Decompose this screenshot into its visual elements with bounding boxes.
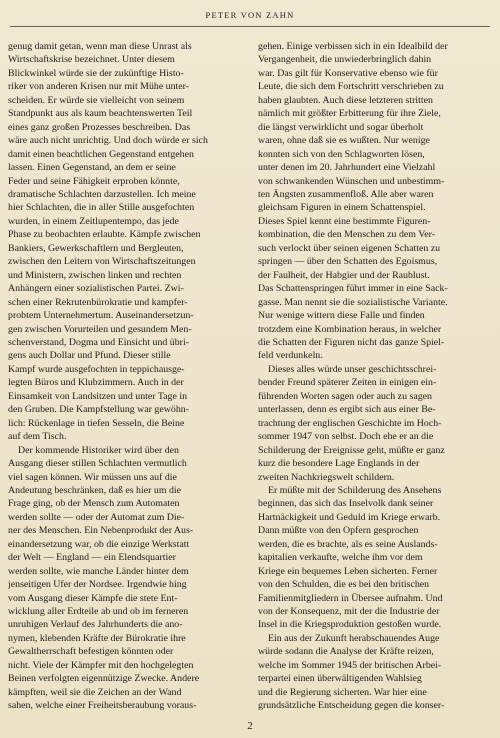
text-line: Das Schattenspringen führt immer in eine Sack- <box>258 283 448 295</box>
text-line: zwischen den Leitern von Wirtschaftszeitungen <box>8 256 196 268</box>
text-line: der Faulheit, der Habgier und der Raublust. <box>258 269 430 281</box>
text-line: von der Konsequenz, mit der die Industrie der <box>258 606 440 618</box>
text-line: hier Schlachten, die in aller Stille ausgefochten <box>8 202 195 214</box>
text-line: von den Schulden, die es bei den britischen <box>258 579 430 591</box>
text-line: gehen. Einige verbissen sich in ein Idealbild der <box>258 41 448 52</box>
text-line: gleichsam Figuren in einem Schattenspiel. <box>258 202 426 214</box>
text-line: Familienmitgliedern in Übersee aufnahm. Und <box>258 592 443 604</box>
text-line: schenverstand, Dogma und Einsicht und übri- <box>8 336 190 348</box>
text-line: Standpunkt aus als kaum beachtenswerten Teil <box>8 108 193 120</box>
text-line: werden sollte — oder der Automat zum Die- <box>8 511 185 523</box>
text-line: Beinen verfolgten eigennützige Zwecke. Andere <box>8 673 200 685</box>
text-line: scheiden. Er würde sie vielleicht von seinem <box>8 94 185 106</box>
text-line: waren, ohne daß sie es wußten. Nur wenige <box>258 135 430 147</box>
text-line: kurz die besondere Lage Englands in der <box>258 458 420 470</box>
text-line: sahen, welche einer Freiheitsberaubung voraus- <box>8 700 197 712</box>
text-line: genug damit getan, wenn man diese Unrast als <box>8 41 192 52</box>
text-line: Dieses alles würde unser geschichtsschrei- <box>268 363 437 375</box>
text-line: haben glaubten. Auch diese letzteren stritten <box>258 94 433 106</box>
text-line: eines ganz großen Prozesses beschreiben. Das <box>8 121 191 133</box>
text-line: würde sodann die Analyse der Kräfte reizen, <box>258 646 434 658</box>
text-line: Anhängern einer sozialistischen Partei. Zwi- <box>8 283 184 295</box>
text-line: ner des Menschen. Ein Nebenprodukt der Aus- <box>8 525 194 537</box>
text-line: Dann müßte von den Opfern gesprochen <box>258 525 419 537</box>
text-line: kapitalien verkaufte, welche ihm vor dem <box>258 552 423 564</box>
text-line: Hartnäckigkeit und Geduld im Kriege erwarb. <box>258 511 441 523</box>
text-line: und Ministern, zwischen linken und rechten <box>8 269 182 281</box>
text-line: der Welt — England — ein Elendsquartier <box>8 552 176 564</box>
text-line: werden, die es brachte, als es seine Auslands- <box>258 538 438 550</box>
text-line: und die Regierung sicherten. War hier eine <box>258 686 427 698</box>
text-line: trachtung der englischen Geschichte im Hoch- <box>258 417 442 429</box>
text-line: Insel in die Kriegsproduktion gestoßen wurde. <box>258 619 442 631</box>
text-line: Feder und seine Fähigkeit erproben könnte, <box>8 175 180 187</box>
text-line: sommer 1947 von selbst. Doch ehe er an die <box>258 431 434 443</box>
text-line: lassen. Einen Gegenstand, an dem er seine <box>8 162 176 174</box>
text-line: lich: Rückenlage in tiefen Sesseln, die Beine <box>8 417 185 429</box>
text-line: wicklung aller Erdteile ab und ob im ferneren <box>8 606 189 618</box>
text-line: beginnen, das sich das Inselvolk dank seiner <box>258 498 434 510</box>
text-line: unruhigen Verlauf des Jahrhunderts die ano- <box>8 619 183 631</box>
text-line: nämlich mit größter Erbitterung für ihre Ziele, <box>258 108 441 120</box>
text-line: Gewaltherrschaft befestigen könnten oder <box>8 646 174 658</box>
text-line: dramatische Schlachten darzustellen. Ich meine <box>8 188 196 200</box>
text-line: von schwankenden Wünschen und unbestimm- <box>258 175 445 187</box>
text-line: gen zwischen Vorurteilen und gesundem Men- <box>8 323 192 335</box>
text-line: Dieses Spiel kennt eine bestimmte Figuren- <box>258 215 431 227</box>
text-line: Kampf wurde ausgefochten in teppichausge- <box>8 363 185 375</box>
text-line: Bankiers, Gewerkschaftlern und Bergleuten, <box>8 242 184 254</box>
text-line: viel sagen können. Wir müssen uns auf die <box>8 471 177 483</box>
text-line: war. Das gilt für Konservative ebenso wie für <box>258 67 438 79</box>
text-line: such verlockt über seinen eigenen Schatten zu <box>258 242 441 254</box>
text-line: einandersetzung war, ob die einzige Werkstatt <box>8 538 190 550</box>
text-line: Leute, die sich dem Fortschritt verschrieben zu <box>258 81 444 93</box>
text-line: damit einen beachtlichen Gegenstand entgehen <box>8 148 194 160</box>
text-line: unterlassen, denn es ergibt sich aus einer Be- <box>258 404 436 416</box>
text-line: Nur wenige wittern diese Falle und finden <box>258 310 425 322</box>
text-line: Vergangenheit, die unwiederbringlich dahin <box>258 54 432 66</box>
page-number: 2 <box>247 720 253 732</box>
text-line: kombination, die den Menschen zu dem Ver- <box>258 229 436 241</box>
text-line: schen einer Rekrutenbürokratie und kampfer- <box>8 296 188 308</box>
text-line: feld verdunkeln. <box>258 350 323 362</box>
text-line: gasse. Man nennt sie die sozialistische Variante. <box>258 296 448 308</box>
text-line: Einsamkeit von Landsitzen und unter Tage in <box>8 390 188 402</box>
text-line: legten Büros und Klubzimmern. Auch in der <box>8 377 184 389</box>
text-line: die längst verwirklicht und sogar überholt <box>258 121 424 133</box>
right-text-column <box>258 40 494 720</box>
text-line: gens auch Dollar und Pfund. Dieser stille <box>8 350 171 362</box>
text-line: unter denen im 20. Jahrhundert eine Vielzahl <box>258 162 436 174</box>
text-line: jenseitigen Ufer der Nordsee. Irgendwie hing <box>8 579 187 591</box>
text-line: bender Freund späterer Zeiten in einigen ein- <box>258 377 437 389</box>
text-line: konnten sich von den Schlagworten lösen, <box>258 148 425 160</box>
text-line: probtem Unternehmertum. Auseinandersetzun- <box>8 310 194 322</box>
text-line: terpartei einen überwältigenden Wahlsieg <box>258 673 422 685</box>
left-text-column <box>8 40 244 720</box>
text-line: Frage ging, ob der Mensch zum Automaten <box>8 498 180 510</box>
text-line: Ausgang dieser stillen Schlachten vermutlich <box>8 458 187 470</box>
text-line: Andeutung beschränken, daß es hier um die <box>8 484 182 496</box>
text-line: grundsätzliche Entscheidung gegen die konser- <box>258 700 445 712</box>
running-header: PETER VON ZAHN <box>205 10 295 20</box>
text-line: wurden, in einem Zeitlupentempo, das jede <box>8 215 179 227</box>
text-line: Er müßte mit der Schilderung des Ansehens <box>268 484 442 496</box>
text-line: nymen, klebenden Kräfte der Bürokratie ihre <box>8 632 186 644</box>
text-line: wäre auch nicht unrichtig. Und doch würde er sich <box>8 135 208 147</box>
text-line: Phase zu beobachten erlaubte. Kämpfe zwischen <box>8 229 201 241</box>
text-line: den Gruben. Die Kampfstellung war gewöhn- <box>8 404 189 416</box>
text-line: führenden Worten sagen oder auch zu sagen <box>258 390 432 402</box>
text-line: zweiten Nachkriegswelt schildern. <box>258 471 395 483</box>
text-line: kämpften, weil sie die Zeichen an der Wand <box>8 686 182 698</box>
text-line: Ein aus der Zukunft herabschauendes Auge <box>268 632 440 644</box>
text-line: werden sollte, wie manche Länder hinter dem <box>8 565 189 577</box>
text-line: Wirtschaftskrise bezeichnet. Unter diesem <box>8 54 175 66</box>
text-line: die Schatten der Figuren nicht das ganze Spiel- <box>258 336 445 348</box>
text-line: auf dem Tisch. <box>8 431 67 443</box>
text-line: riker von anderen Krisen nur mit Mühe unter- <box>8 81 190 93</box>
text-line: nicht. Viele der Kämpfer mit den hochgelegten <box>8 659 194 671</box>
text-line: Blickwinkel würde sie der zukünftige Histo- <box>8 67 184 79</box>
text-line: trotzdem eine Kombination heraus, in welcher <box>258 323 442 335</box>
header-rule <box>10 26 490 27</box>
text-line: springen — über den Schatten des Egoismus, <box>258 256 438 268</box>
text-line: vom Ausgang dieser Kämpfe die stete Ent- <box>8 592 178 604</box>
text-line: Der kommende Historiker wird über den <box>18 444 179 456</box>
text-line: Kriege ein bequemes Leben sicherten. Ferner <box>258 565 438 577</box>
text-line: welche im Sommer 1945 der britischen Arbei- <box>258 659 442 671</box>
text-line: Schilderung der Ereignisse geht, müßte er ganz <box>258 444 445 456</box>
text-line: ten Ängsten zusammenfloß. Alle aber waren <box>258 188 434 200</box>
